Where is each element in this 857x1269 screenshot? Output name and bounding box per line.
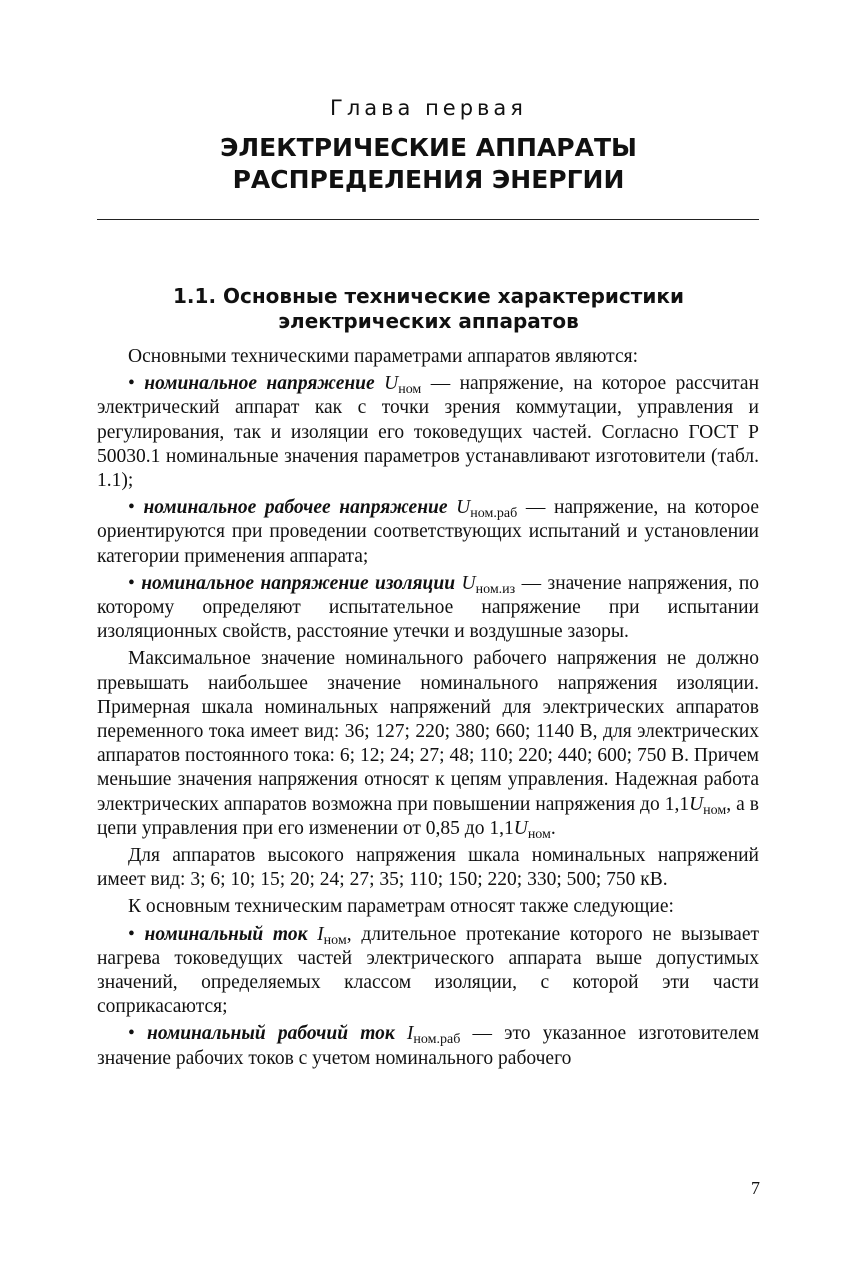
bullet-marker: • (128, 1023, 135, 1045)
symbol-i: I (317, 923, 324, 945)
section-title-line-2: электрических аппаратов (278, 309, 579, 333)
symbol-subscript: ном (703, 802, 727, 818)
bullet-item-rated-operating-voltage (97, 496, 759, 569)
definition-text: — это указанное изготовителем значение рабочих токов с учетом номинального рабочего (97, 1023, 760, 1069)
symbol-subscript: ном.раб (413, 1032, 461, 1048)
symbol-u: U (513, 817, 528, 839)
bullet-item-rated-insulation-voltage (97, 572, 759, 645)
paragraph-text: . (550, 817, 556, 839)
bullet-marker: • (128, 497, 135, 519)
term-rated-insulation-voltage: номинальное напряжение изоляции (141, 572, 456, 594)
definition-text: — напряжение, на которое рассчитан электрический аппарат как с точки зрения коммутации, управления и регулирования, так и изоляции его токоведущих частей. Согласно ГОСТ Р 50030.1 номинальные значения параметров устанавливают изготовители (табл. 1.1); (97, 373, 760, 492)
symbol-subscript: ном.раб (470, 506, 518, 522)
symbol-subscript: ном (527, 826, 551, 842)
symbol-subscript: ном (323, 932, 347, 948)
bullet-item-rated-operating-current (97, 1022, 759, 1070)
body-text (97, 345, 759, 1071)
bullet-marker: • (128, 373, 135, 395)
symbol-i: I (406, 1023, 414, 1045)
paragraph-text: , а в цепи управления при его изменении от 0,85 до 1,1 (97, 793, 759, 839)
symbol-u: U (461, 572, 476, 594)
bullet-marker: • (128, 923, 135, 945)
chapter-title-line-2: РАСПРЕДЕЛЕНИЯ ЭНЕРГИИ (232, 165, 625, 194)
paragraph-high-voltage-scale: Для аппаратов высокого напряжения шкала номинальных напряжений имеет вид: 3; 6; 10; 15; 20; 24; 27; 35; 110; 150; 220; 330; 500; 750 кВ. (97, 845, 759, 891)
bullet-item-rated-current (97, 923, 759, 1020)
symbol-subscript: ном (398, 382, 422, 398)
definition-text: — значение напряжения, по которому определяют испытательное напряжение при испытании изоляционных свойств, расстояние утечки и воздушные зазоры. (97, 572, 760, 643)
page-number: 7 (751, 1178, 760, 1198)
definition-text: — напряжение, на которое ориентируются при проведении соответствующих испытаний и установлении категории применения аппарата; (97, 497, 759, 567)
term-rated-operating-current: номинальный рабочий ток (147, 1023, 395, 1045)
bullet-marker: • (128, 572, 135, 594)
paragraph-text: Максимальное значение номинального рабочего напряжения не должно превышать наибольшее значение номинального напряжения изоляции. Примерная шкала номинальных напряжений для электрических аппаратов переменного тока имеет вид: 36; 127; 220; 380; 660; 1140 В, для электрических аппаратов постоянного тока: 6; 12; 24; 27; 48; 110; 220; 440; 600; 750 В. Причем меньшие значения напряжения относят к цепям управления. Надежная работа электрических аппаратов возможна при повышении напряжения до 1,1 (97, 648, 759, 815)
term-rated-voltage: номинальное напряжение (144, 373, 375, 395)
paragraph-intro: Основными техническими параметрами аппаратов являются: (128, 346, 638, 367)
term-rated-operating-voltage: номинальное рабочее напряжение (143, 497, 448, 519)
symbol-u: U (384, 373, 399, 395)
paragraph-other-parameters: К основным техническим параметрам относят также следующие: (128, 896, 674, 918)
chapter-title (0, 132, 857, 196)
section-title-line-1: 1.1. Основные технические характеристики (173, 284, 684, 308)
symbol-u: U (689, 793, 704, 815)
horizontal-rule (97, 219, 759, 220)
section-title (0, 284, 857, 334)
symbol-u: U (456, 497, 471, 519)
term-rated-current: номинальный ток (144, 923, 308, 945)
bullet-item-rated-voltage (97, 372, 759, 493)
chapter-label: Глава первая (330, 96, 527, 120)
symbol-subscript: ном.из (475, 581, 516, 597)
chapter-title-line-1: ЭЛЕКТРИЧЕСКИЕ АППАРАТЫ (220, 133, 637, 162)
paragraph-voltage-scale (97, 647, 759, 841)
definition-text: , длительное протекание которого не вызывает нагрева токоведущих частей электрического аппарата выше допустимых значений, определяемых классом изоляции, с которой эти части соприкасаются; (97, 923, 759, 1018)
